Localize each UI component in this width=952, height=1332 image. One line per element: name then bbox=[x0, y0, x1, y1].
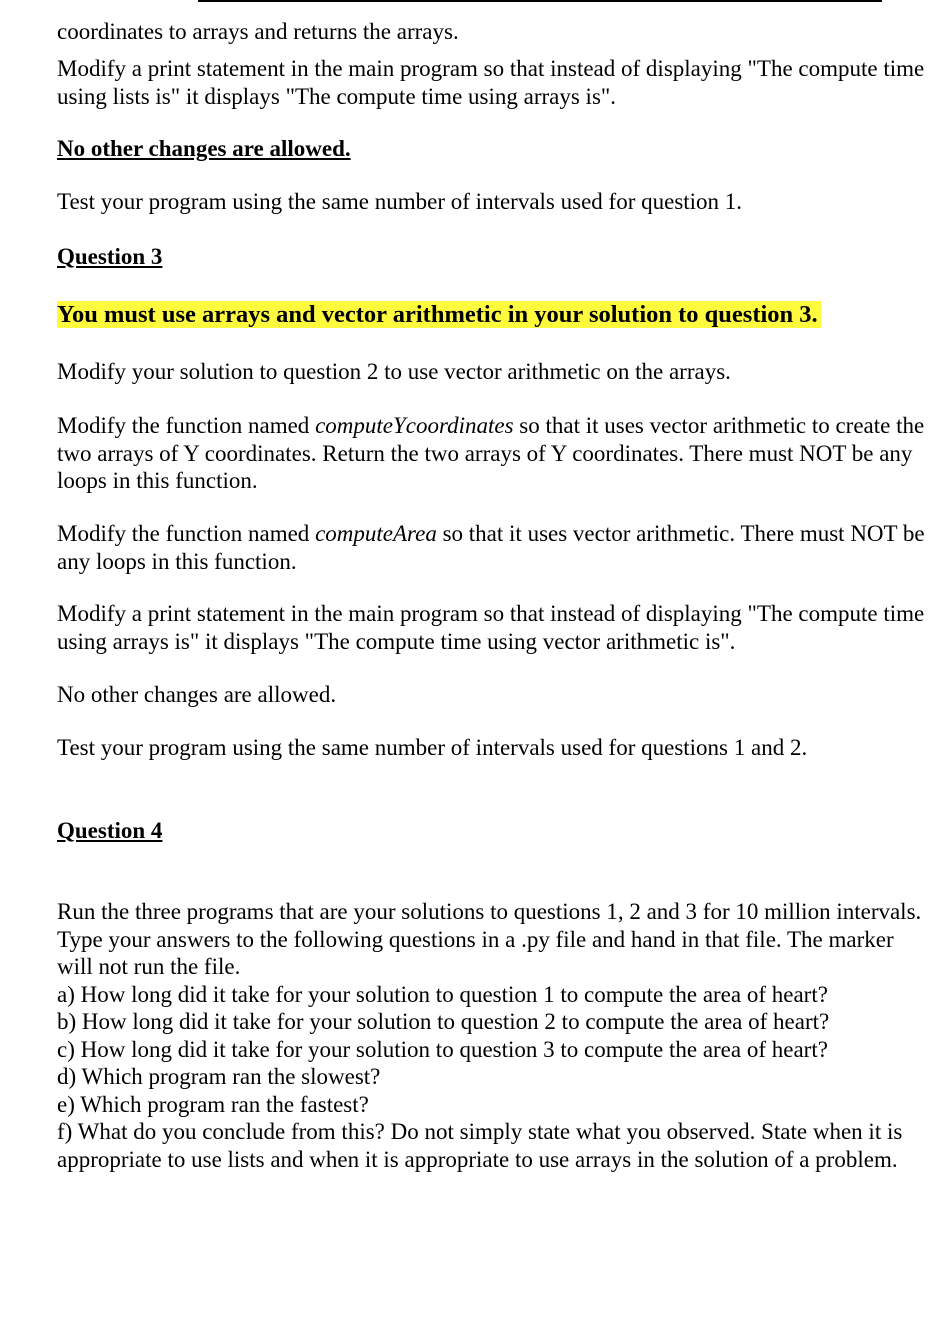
function-name-computeYcoordinates: computeYcoordinates bbox=[315, 413, 514, 438]
question-4-item-c: c) How long did it take for your solution to question 3 to compute the area of heart? bbox=[57, 1036, 828, 1062]
function-name-computeArea: computeArea bbox=[315, 521, 437, 546]
top-rule bbox=[198, 0, 882, 2]
p3-suffix: so that it uses vector arithmetic. There must NOT be any loops in this function. bbox=[57, 521, 925, 574]
intro-test-instruction: Test your program using the same number of intervals used for question 1. bbox=[57, 189, 743, 214]
intro-line: coordinates to arrays and returns the arrays. bbox=[57, 19, 459, 44]
intro-no-changes: No other changes are allowed. bbox=[57, 136, 351, 161]
question-4-item-b: b) How long did it take for your solution to question 2 to compute the area of heart? bbox=[57, 1009, 830, 1034]
question-3-paragraph-4: Modify a print statement in the main program so that instead of displaying "The compute time using arrays is" it displays "The compute time using vector arithmetic is". bbox=[57, 601, 925, 654]
question-4-item-f: f) What do you conclude from this? Do not simply state what you observed. State when it is appropriate to use lists and when it is appropriate to use arrays in the solution of a problem. bbox=[57, 1119, 903, 1172]
question-3-test-instruction: Test your program using the same number of intervals used for questions 1 and 2. bbox=[57, 735, 808, 760]
intro-print-instruction: Modify a print statement in the main program so that instead of displaying "The compute time using lists is" it displays "The compute time using arrays is". bbox=[57, 56, 925, 109]
p2-prefix: Modify the function named bbox=[57, 413, 316, 438]
highlighted-requirement: You must use arrays and vector arithmetic in your solution to question 3. bbox=[57, 301, 821, 328]
question-4-heading: Question 4 bbox=[57, 818, 163, 843]
question-4-item-e: e) Which program ran the fastest? bbox=[57, 1091, 369, 1117]
question-3-heading: Question 3 bbox=[57, 244, 163, 269]
question-4-body bbox=[57, 898, 927, 1173]
question-3-paragraph-3 bbox=[57, 520, 927, 575]
p3-prefix: Modify the function named bbox=[57, 521, 316, 546]
question-3-paragraph-2 bbox=[57, 412, 927, 495]
question-3-paragraph-1: Modify your solution to question 2 to use vector arithmetic on the arrays. bbox=[57, 359, 731, 384]
question-4-item-d: d) Which program ran the slowest? bbox=[57, 1064, 381, 1089]
question-4-item-a: a) How long did it take for your solution to question 1 to compute the area of heart? bbox=[57, 981, 828, 1007]
question-3-no-changes: No other changes are allowed. bbox=[57, 682, 337, 707]
question-3-highlight bbox=[57, 301, 927, 329]
p2-suffix: so that it uses vector arithmetic to create the two arrays of Y coordinates. Return the two arrays of Y coordinates. There must NOT be any loops in this function. bbox=[57, 413, 925, 493]
question-4-intro: Run the three programs that are your solutions to questions 1, 2 and 3 for 10 million intervals. Type your answers to the following questions in a .py file and hand in that file. The marker will not run the file. bbox=[57, 899, 922, 979]
